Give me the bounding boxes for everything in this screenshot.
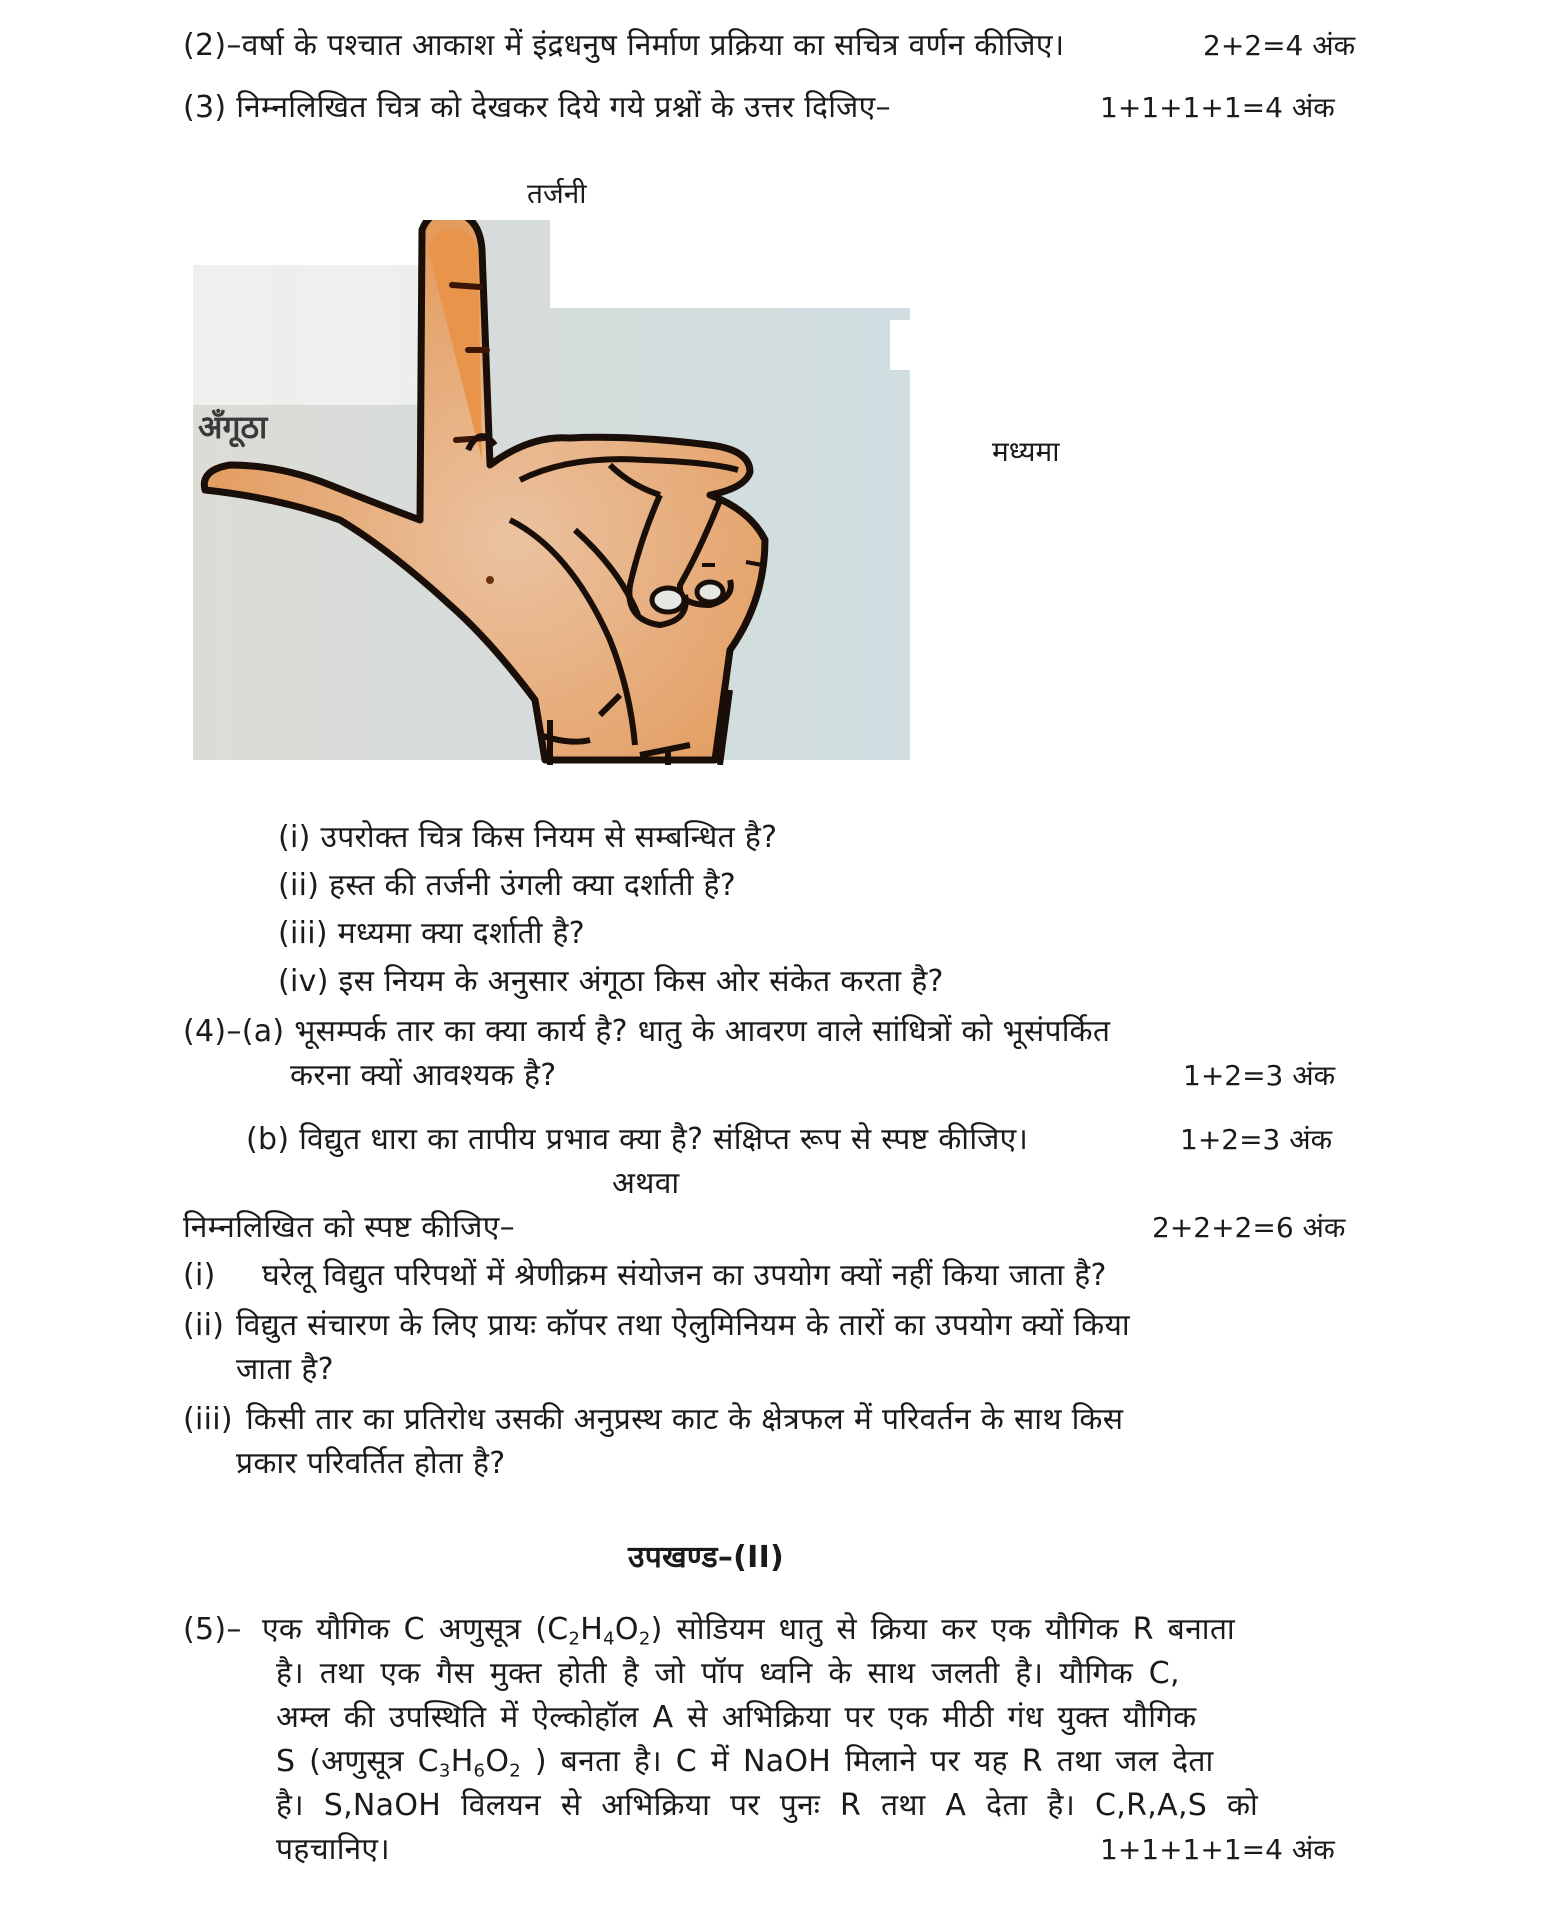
question-5-line4-end: ) बनता है। C में NaOH मिलाने पर यह R तथा जल देता	[521, 1744, 1214, 1779]
or-label: अथवा	[612, 1166, 680, 1201]
question-2-marks: 2+2=4 अंक	[1203, 29, 1356, 62]
hand-rule-figure	[190, 220, 925, 769]
question-5-line1-start: एक यौगिक C अणुसूत्र (C	[262, 1612, 569, 1647]
question-2-text: (2)–वर्षा के पश्चात आकाश में इंद्रधनुष निर्माण प्रक्रिया का सचित्र वर्णन कीजिए।	[183, 28, 1065, 63]
question-3-sub-iii: (iii) मध्यमा क्या दर्शाती है?	[278, 916, 585, 951]
question-5-line3: अम्ल की उपस्थिति में ऐल्कोहॉल A से अभिक्रिया पर एक मीठी गंध युक्त यौगिक	[276, 1700, 1197, 1735]
alternative-intro: निम्नलिखित को स्पष्ट कीजिए–	[183, 1210, 515, 1245]
question-5-line2: है। तथा एक गैस मुक्त होती है जो पॉप ध्वनि के साथ जलती है। यौगिक C,	[276, 1656, 1180, 1691]
question-5-line1-mid: ) सोडियम धातु से क्रिया कर एक यौगिक R	[650, 1612, 1154, 1647]
alternative-item-ii-line1: विद्युत संचारण के लिए प्रायः कॉपर तथा ऐलुमिनियम के तारों का उपयोग क्यों किया	[236, 1308, 1130, 1343]
alternative-item-i-number: (i)	[183, 1258, 216, 1293]
figure-label-middle-finger: मध्यमा	[992, 435, 1060, 468]
question-5-marks: 1+1+1+1=4 अंक	[1100, 1833, 1335, 1866]
formula1-h: H	[580, 1612, 604, 1647]
question-5-line6: पहचानिए।	[276, 1832, 390, 1867]
question-5-line4	[276, 1742, 1214, 1782]
question-4a-line1: (4)–(a) भूसम्पर्क तार का क्या कार्य है? धातु के आवरण वाले सांधित्रों को भूसंपर्कित	[183, 1014, 1111, 1049]
question-5-line1	[262, 1610, 1235, 1650]
question-5-line5: है। S,NaOH विलयन से अभिक्रिया पर पुनः R तथा A देता है। C,R,A,S को	[276, 1788, 1259, 1823]
alternative-item-iii-line2: प्रकार परिवर्तित होता है?	[236, 1446, 506, 1481]
question-5-line4-start: S (अणुसूत्र C	[276, 1744, 439, 1779]
alternative-item-i-text: घरेलू विद्युत परिपथों में श्रेणीक्रम संयोजन का उपयोग क्यों नहीं किया जाता है?	[262, 1258, 1107, 1293]
formula2-c-count: 3	[438, 1760, 451, 1782]
question-3-sub-i: (i) उपरोक्त चित्र किस नियम से सम्बन्धित है?	[278, 820, 778, 855]
question-4b-marks: 1+2=3 अंक	[1180, 1123, 1333, 1156]
formula2-o: O	[485, 1744, 510, 1779]
alternative-item-iii-line1: किसी तार का प्रतिरोध उसकी अनुप्रस्थ काट के क्षेत्रफल में परिवर्तन के साथ किस	[246, 1402, 1124, 1437]
formula1-c-count: 2	[568, 1628, 581, 1650]
alternative-marks: 2+2+2=6 अंक	[1152, 1211, 1346, 1244]
formula1-o: O	[614, 1612, 639, 1647]
alternative-item-ii-line2: जाता है?	[236, 1352, 334, 1387]
alternative-item-iii-number: (iii)	[183, 1402, 233, 1437]
question-3-text: (3) निम्नलिखित चित्र को देखकर दिये गये प्रश्नों के उत्तर दिजिए–	[183, 90, 891, 125]
alternative-item-ii-number: (ii)	[183, 1308, 225, 1343]
formula2-h: H	[450, 1744, 474, 1779]
figure-label-index-finger: तर्जनी	[527, 177, 587, 210]
question-4a-line2: करना क्यों आवश्यक है?	[290, 1058, 557, 1093]
figure-label-thumb: अँगूठा	[198, 408, 268, 446]
formula1-h-count: 4	[603, 1628, 615, 1650]
formula1-o-count: 2	[638, 1628, 651, 1650]
question-3-sub-ii: (ii) हस्त की तर्जनी उंगली क्या दर्शाती है?	[278, 868, 737, 903]
question-4b-text: (b) विद्युत धारा का तापीय प्रभाव क्या है? संक्षिप्त रूप से स्पष्ट कीजिए।	[246, 1122, 1029, 1157]
question-3-sub-iv: (iv) इस नियम के अनुसार अंगूठा किस ओर संकेत करता है?	[278, 964, 944, 999]
hand-illustration-icon	[190, 220, 925, 765]
formula2-h-count: 6	[473, 1760, 486, 1782]
section-heading: उपखण्ड–(II)	[628, 1540, 785, 1575]
formula2-o-count: 2	[509, 1760, 521, 1782]
question-5-prefix: (5)–	[183, 1612, 242, 1647]
question-5-line1-end: बनाता	[1167, 1612, 1235, 1647]
question-4a-marks: 1+2=3 अंक	[1183, 1059, 1336, 1092]
question-3-marks: 1+1+1+1=4 अंक	[1100, 91, 1335, 124]
